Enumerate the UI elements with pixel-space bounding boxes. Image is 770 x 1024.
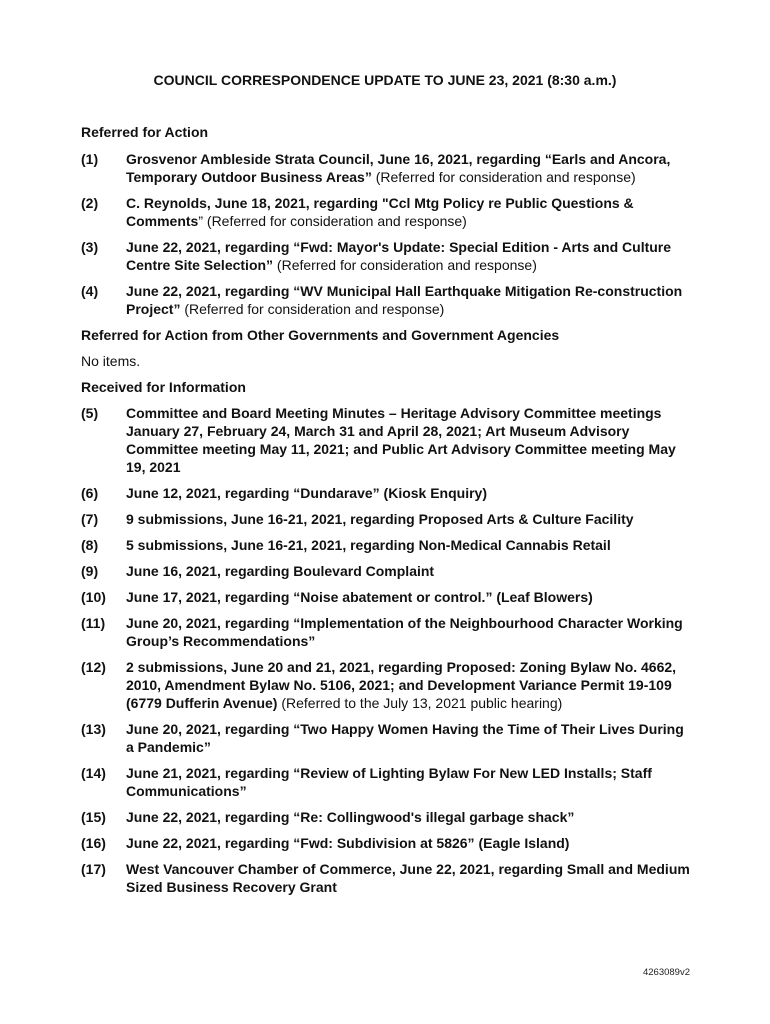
item-text	[126, 658, 691, 712]
item-title: June 21, 2021, regarding “Review of Lighting Bylaw For New LED Installs; Staff Communications”	[126, 765, 652, 799]
item-title: June 16, 2021, regarding Boulevard Complaint	[126, 563, 435, 579]
item-number: (4)	[81, 283, 99, 299]
item-number: (11)	[81, 615, 106, 631]
section-heading-received-for-information: Received for Information	[81, 379, 246, 395]
item-title: C. Reynolds, June 18, 2021, regarding "Ccl Mtg Policy re Public Questions & Comments	[126, 195, 634, 229]
item-text	[126, 510, 691, 528]
section-heading-other-governments: Referred for Action from Other Governments and Government Agencies	[81, 327, 560, 343]
list-item	[81, 484, 691, 502]
list-item	[81, 720, 691, 756]
item-text	[126, 194, 691, 230]
item-title: Committee and Board Meeting Minutes – Heritage Advisory Committee meetings January 27, February 24, March 31 and April 28, 2021; Art Museum Advisory Committee meeting May 11, 2021; and Public Art Advisory Committee meeting May 19, 2021	[126, 405, 676, 475]
item-number: (14)	[81, 765, 106, 781]
no-items-text: No items.	[81, 353, 141, 369]
correspondence-list	[81, 123, 691, 896]
item-number: (8)	[81, 537, 99, 553]
item-text	[126, 150, 691, 186]
item-title: 5 submissions, June 16-21, 2021, regarding Non-Medical Cannabis Retail	[126, 537, 611, 553]
item-title: June 20, 2021, regarding “Implementation of the Neighbourhood Character Working Group’s Recommendations”	[126, 615, 683, 649]
item-title: West Vancouver Chamber of Commerce, June 22, 2021, regarding Small and Medium Sized Business Recovery Grant	[126, 861, 690, 895]
item-title: 9 submissions, June 16-21, 2021, regarding Proposed Arts & Culture Facility	[126, 511, 634, 527]
list-item	[81, 510, 691, 528]
item-text	[126, 282, 691, 318]
item-number: (3)	[81, 239, 99, 255]
item-text	[126, 484, 691, 502]
item-title: June 12, 2021, regarding “Dundarave” (Kiosk Enquiry)	[126, 485, 487, 501]
item-note: ” (Referred for consideration and response)	[198, 213, 467, 229]
item-note: (Referred for consideration and response)	[371, 169, 636, 185]
item-number: (13)	[81, 721, 106, 737]
item-number: (6)	[81, 485, 99, 501]
list-item	[81, 536, 691, 554]
item-note: (Referred to the July 13, 2021 public hearing)	[277, 695, 563, 711]
item-text	[126, 562, 691, 580]
item-number: (12)	[81, 659, 106, 675]
item-note: (Referred for consideration and response)	[180, 301, 445, 317]
item-number: (17)	[81, 861, 106, 877]
list-item	[81, 150, 691, 186]
item-title: Grosvenor Ambleside Strata Council, June 16, 2021, regarding “Earls and Ancora, Temporary Outdoor Business Areas”	[126, 151, 671, 185]
item-number: (5)	[81, 405, 99, 421]
item-title: 2 submissions, June 20 and 21, 2021, regarding Proposed: Zoning Bylaw No. 4662, 2010, Amendment Bylaw No. 5106, 2021; and Development Variance Permit 19-109 (6779 Dufferin Avenue)	[126, 659, 677, 711]
item-text	[126, 764, 691, 800]
list-item	[81, 588, 691, 606]
item-text	[126, 238, 691, 274]
list-item	[81, 614, 691, 650]
item-text	[126, 860, 691, 896]
item-note: (Referred for consideration and response)	[273, 257, 537, 273]
item-number: (2)	[81, 195, 99, 211]
item-title: June 17, 2021, regarding “Noise abatement or control.” (Leaf Blowers)	[126, 589, 593, 605]
page-title: COUNCIL CORRESPONDENCE UPDATE TO JUNE 23, 2021 (8:30 a.m.)	[153, 72, 617, 88]
document-id: 4263089v2	[642, 967, 690, 978]
list-item	[81, 764, 691, 800]
item-text	[126, 834, 691, 852]
item-text	[126, 808, 691, 826]
item-number: (16)	[81, 835, 106, 851]
item-title: June 22, 2021, regarding “Re: Collingwood's illegal garbage shack”	[126, 809, 575, 825]
item-number: (15)	[81, 809, 106, 825]
list-item	[81, 834, 691, 852]
list-item	[81, 282, 691, 318]
item-number: (1)	[81, 151, 99, 167]
item-text	[126, 536, 691, 554]
item-number: (10)	[81, 589, 106, 605]
item-title: June 20, 2021, regarding “Two Happy Women Having the Time of Their Lives During a Pandemic”	[126, 721, 684, 755]
section-heading-referred-for-action: Referred for Action	[81, 124, 209, 140]
item-text	[126, 614, 691, 650]
list-item	[81, 238, 691, 274]
item-number: (9)	[81, 563, 99, 579]
list-item	[81, 658, 691, 712]
item-number: (7)	[81, 511, 99, 527]
item-title: June 22, 2021, regarding “Fwd: Subdivision at 5826” (Eagle Island)	[126, 835, 570, 851]
list-item	[81, 404, 691, 476]
item-title: June 22, 2021, regarding “Fwd: Mayor's Update: Special Edition - Arts and Culture Centre Site Selection”	[126, 239, 672, 273]
item-text	[126, 720, 691, 756]
list-item	[81, 860, 691, 896]
item-text	[126, 588, 691, 606]
list-item	[81, 194, 691, 230]
item-text	[126, 404, 691, 476]
list-item	[81, 562, 691, 580]
list-item	[81, 808, 691, 826]
item-title: June 22, 2021, regarding “WV Municipal Hall Earthquake Mitigation Re-construction Project”	[126, 283, 683, 317]
